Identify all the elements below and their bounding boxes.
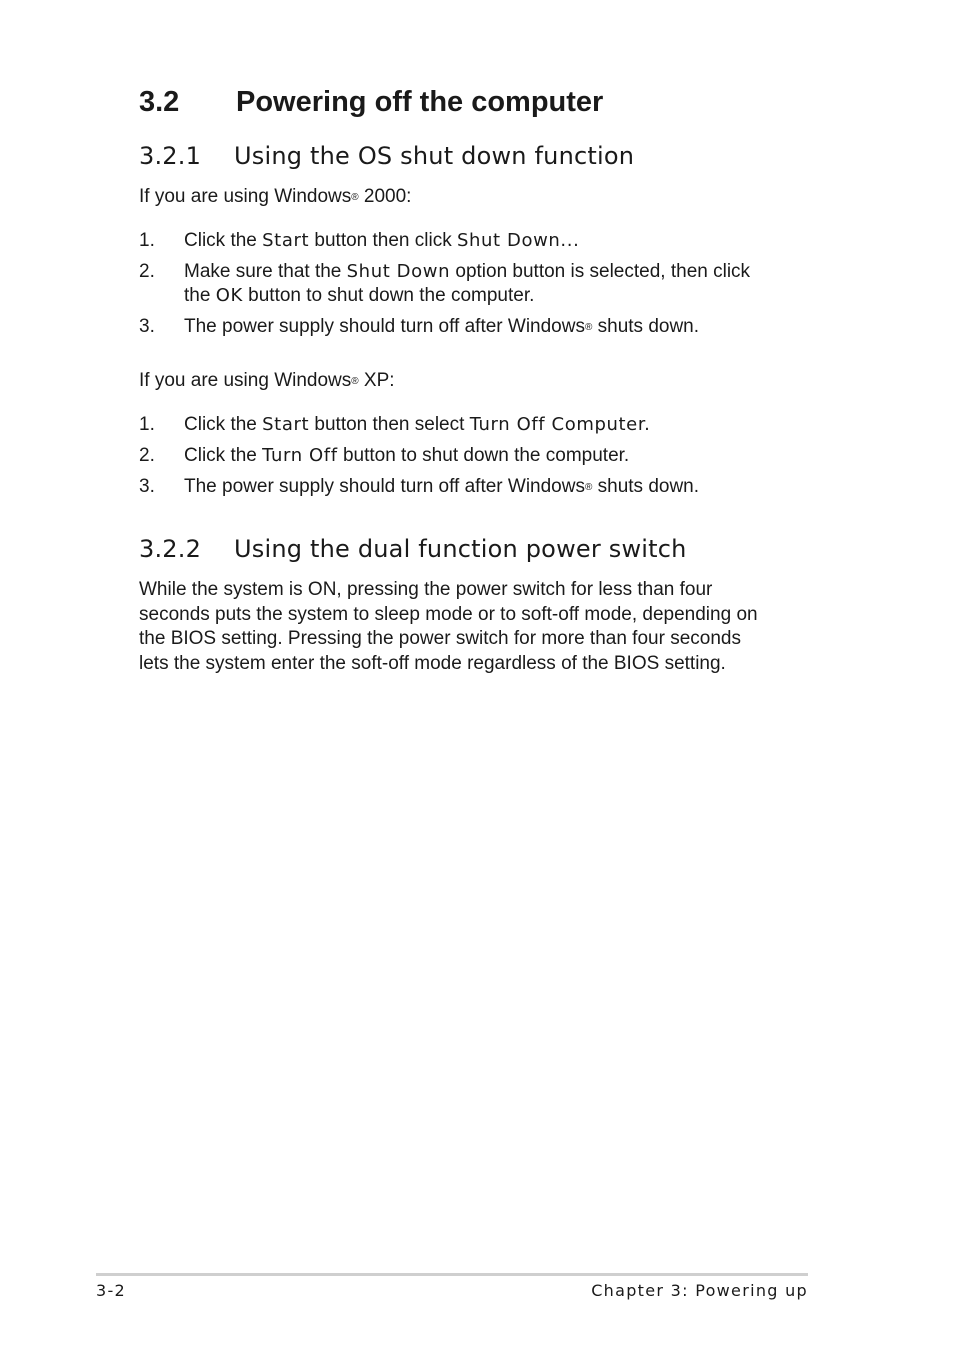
ui-term-turn-off-computer: Turn Off Computer.	[469, 414, 651, 435]
subsection-heading-power-switch	[139, 535, 687, 563]
subsection-title: Using the dual function power switch	[234, 535, 687, 563]
ui-term-turn-off: Turn Off	[262, 445, 338, 466]
registered-mark: ®	[584, 482, 593, 493]
power-switch-paragraph: While the system is ON, pressing the power switch for less than four seconds puts the system to sleep mode or to soft-off mode, depending on the BIOS setting. Pressing the power switch for more than four seconds lets the system enter the soft-off mode regardless of the BIOS setting.	[139, 579, 758, 674]
subsection-number: 3.2.2	[139, 535, 202, 563]
section-heading	[139, 86, 603, 119]
registered-mark: ®	[351, 192, 359, 203]
ui-term-start: Start	[262, 230, 310, 251]
subsection-title: Using the OS shut down function	[234, 142, 635, 170]
windows-2000-intro: If you are using Windows® 2000:	[139, 186, 412, 207]
ui-term-ok: OK	[215, 285, 243, 306]
section-number: 3.2	[139, 86, 180, 118]
section-title: Powering off the computer	[236, 86, 604, 118]
ui-term-shut-down: Shut Down...	[457, 230, 580, 251]
ui-term-start: Start	[262, 414, 310, 435]
page-number: 3-2	[96, 1281, 127, 1300]
footer-divider	[96, 1273, 808, 1276]
chapter-title: Chapter 3: Powering up	[591, 1281, 808, 1300]
subsection-number: 3.2.1	[139, 142, 202, 170]
registered-mark: ®	[351, 376, 359, 387]
ui-term-shut-down: Shut Down	[346, 261, 451, 282]
registered-mark: ®	[584, 322, 593, 333]
windows-xp-intro: If you are using Windows® XP:	[139, 370, 395, 391]
subsection-heading-os-shutdown	[139, 142, 634, 170]
